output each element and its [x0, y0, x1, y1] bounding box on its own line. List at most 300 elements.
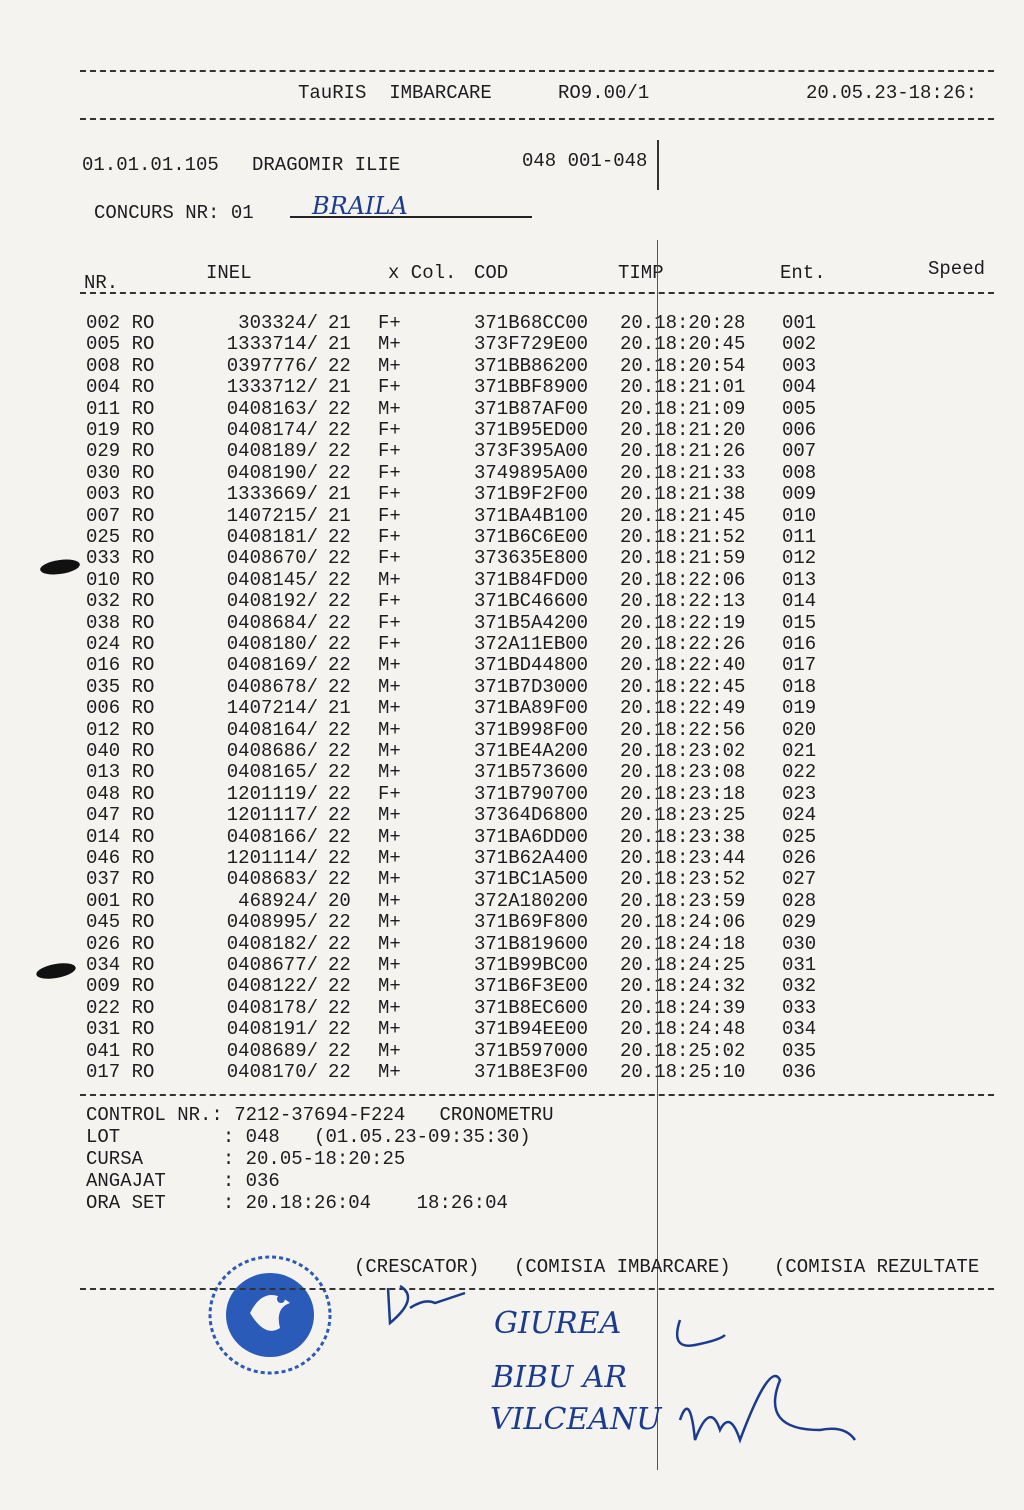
row-time: 20.18:20:54	[620, 354, 746, 377]
col-inel: INEL	[206, 262, 252, 284]
row-ent: 010	[782, 504, 817, 527]
row-year: 22	[328, 975, 351, 998]
row-ent: 035	[782, 1039, 817, 1062]
row-sex: F+	[378, 633, 401, 655]
row-inel: 0408689/	[226, 1039, 318, 1062]
row-ent: 026	[782, 847, 817, 869]
row-time: 20.18:23:18	[620, 782, 746, 805]
row-sex: F+	[378, 504, 401, 527]
table-row	[0, 547, 1024, 568]
row-year: 22	[328, 1061, 351, 1083]
lot: LOT : 048 (01.05.23-09:35:30)	[86, 1126, 531, 1148]
row-inel: 0408122/	[226, 975, 318, 998]
row-nr: 040 RO	[86, 740, 155, 762]
row-inel: 0408686/	[226, 740, 318, 762]
row-sex: M+	[378, 954, 401, 976]
table-row	[0, 868, 1024, 889]
row-inel: 0397776/	[226, 354, 318, 377]
row-year: 22	[328, 911, 351, 934]
federation-stamp	[205, 1253, 335, 1378]
row-inel: 1333669/	[226, 483, 318, 506]
row-inel: 1201114/	[226, 847, 318, 869]
row-inel: 0408670/	[226, 547, 318, 570]
row-inel: 1407214/	[226, 697, 318, 720]
table-row	[0, 911, 1024, 932]
row-inel: 0408189/	[226, 440, 318, 463]
row-ent: 019	[782, 697, 817, 720]
divider	[80, 1094, 994, 1096]
row-ent: 017	[782, 654, 817, 677]
row-sex: M+	[378, 675, 401, 698]
row-ent: 002	[782, 333, 817, 356]
row-nr: 013 RO	[86, 761, 155, 784]
row-sex: F+	[378, 483, 401, 506]
row-nr: 004 RO	[86, 376, 155, 399]
signature-name: GIUREA	[494, 1306, 622, 1341]
row-inel: 0408164/	[226, 718, 318, 741]
row-time: 20.18:22:13	[620, 590, 746, 613]
table-row	[0, 933, 1024, 954]
row-sex: M+	[378, 568, 401, 591]
row-nr: 032 RO	[86, 590, 155, 613]
row-year: 22	[328, 633, 351, 655]
row-nr: 035 RO	[86, 675, 155, 698]
row-cod: 371BD44800	[474, 654, 589, 677]
row-cod: 371B790700	[474, 782, 589, 805]
row-time: 20.18:23:59	[620, 889, 746, 912]
row-nr: 011 RO	[86, 397, 155, 420]
row-time: 20.18:23:02	[620, 740, 746, 762]
table-row	[0, 569, 1024, 590]
concurs-underline	[290, 216, 532, 218]
table-row	[0, 505, 1024, 526]
col-xcol: x Col.	[388, 262, 457, 284]
row-inel: 0408181/	[226, 526, 318, 548]
row-sex: M+	[378, 847, 401, 869]
row-year: 22	[328, 1039, 351, 1062]
table-row	[0, 975, 1024, 996]
row-time: 20.18:22:40	[620, 654, 746, 677]
row-cod: 371B998F00	[474, 718, 589, 741]
row-sex: F+	[378, 526, 401, 548]
row-time: 20.18:21:01	[620, 376, 746, 399]
row-nr: 016 RO	[86, 654, 155, 677]
row-nr: 046 RO	[86, 847, 155, 869]
row-sex: M+	[378, 654, 401, 677]
row-nr: 033 RO	[86, 547, 155, 570]
row-inel: 0408192/	[226, 590, 318, 613]
row-nr: 024 RO	[86, 633, 155, 655]
table-row	[0, 333, 1024, 354]
row-cod: 372A11EB00	[474, 633, 589, 655]
report-datetime: 20.05.23-18:26:	[806, 82, 978, 104]
row-time: 20.18:25:02	[620, 1039, 746, 1062]
table-row	[0, 804, 1024, 825]
row-time: 20.18:21:20	[620, 419, 746, 441]
row-year: 22	[328, 868, 351, 891]
row-ent: 009	[782, 483, 817, 506]
row-time: 20.18:21:45	[620, 504, 746, 527]
row-ent: 004	[782, 376, 817, 399]
row-nr: 003 RO	[86, 483, 155, 506]
row-sex: M+	[378, 333, 401, 356]
row-cod: 371B84FD00	[474, 568, 589, 591]
table-row	[0, 1018, 1024, 1039]
row-cod: 371BB86200	[474, 354, 589, 377]
row-inel: 0408174/	[226, 419, 318, 441]
row-cod: 3749895A00	[474, 461, 589, 484]
row-nr: 025 RO	[86, 526, 155, 548]
row-cod: 371B6F3E00	[474, 975, 589, 998]
row-year: 22	[328, 782, 351, 805]
concurs-place: BRAILA	[312, 192, 408, 220]
row-cod: 373635E800	[474, 547, 589, 570]
comisia-rezultate-label: (COMISIA REZULTATE	[774, 1256, 980, 1278]
row-cod: 371B573600	[474, 761, 589, 784]
signature-name: VILCEANU	[490, 1402, 662, 1437]
row-sex: M+	[378, 1061, 401, 1083]
row-cod: 371B9F2F00	[474, 483, 589, 506]
row-cod: 371B95ED00	[474, 419, 589, 441]
row-ent: 030	[782, 932, 817, 955]
row-ent: 034	[782, 1018, 817, 1041]
row-year: 21	[328, 333, 351, 356]
row-ent: 028	[782, 889, 817, 912]
col-nr: NR.	[84, 272, 119, 294]
row-ent: 031	[782, 954, 817, 976]
row-sex: M+	[378, 1018, 401, 1041]
divider	[80, 118, 994, 120]
row-cod: 371BA4B100	[474, 504, 589, 527]
row-cod: 373F395A00	[474, 440, 589, 463]
row-sex: M+	[378, 975, 401, 998]
row-ent: 015	[782, 611, 817, 634]
row-nr: 038 RO	[86, 611, 155, 634]
row-cod: 371B8E3F00	[474, 1061, 589, 1083]
col-ent: Ent.	[780, 262, 826, 284]
row-time: 20.18:22:45	[620, 675, 746, 698]
table-row	[0, 398, 1024, 419]
pen-mark	[657, 140, 659, 190]
row-inel: 0408170/	[226, 1061, 318, 1083]
row-cod: 371BC46600	[474, 590, 589, 613]
row-time: 20.18:24:32	[620, 975, 746, 998]
row-sex: M+	[378, 889, 401, 912]
row-sex: M+	[378, 932, 401, 955]
row-ent: 014	[782, 590, 817, 613]
row-inel: 0408180/	[226, 633, 318, 655]
row-sex: M+	[378, 868, 401, 891]
row-nr: 037 RO	[86, 868, 155, 891]
row-nr: 001 RO	[86, 889, 155, 912]
row-ent: 008	[782, 461, 817, 484]
concurs-label: CONCURS NR: 01	[94, 202, 254, 224]
row-sex: M+	[378, 397, 401, 420]
row-ent: 036	[782, 1061, 817, 1083]
row-nr: 002 RO	[86, 312, 155, 334]
row-time: 20.18:20:28	[620, 312, 746, 334]
row-nr: 031 RO	[86, 1018, 155, 1041]
divider	[80, 70, 994, 72]
row-cod: 372A180200	[474, 889, 589, 912]
row-inel: 0408165/	[226, 761, 318, 784]
row-year: 22	[328, 547, 351, 570]
table-row	[0, 612, 1024, 633]
table-row	[0, 590, 1024, 611]
row-cod: 371B7D3000	[474, 675, 589, 698]
table-row	[0, 826, 1024, 847]
row-cod: 371B5A4200	[474, 611, 589, 634]
row-ent: 020	[782, 718, 817, 741]
col-speed: Speed	[928, 258, 986, 280]
crescator-signature	[380, 1278, 470, 1328]
row-year: 22	[328, 996, 351, 1019]
col-timp: TIMP	[618, 262, 664, 284]
row-sex: F+	[378, 376, 401, 399]
row-year: 22	[328, 354, 351, 377]
row-year: 21	[328, 504, 351, 527]
row-cod: 371B68CC00	[474, 312, 589, 334]
row-cod: 371BA89F00	[474, 697, 589, 720]
table-row	[0, 847, 1024, 868]
row-year: 21	[328, 312, 351, 334]
row-cod: 371B69F800	[474, 911, 589, 934]
row-time: 20.18:21:26	[620, 440, 746, 463]
row-nr: 017 RO	[86, 1061, 155, 1083]
row-time: 20.18:24:18	[620, 932, 746, 955]
owner-range: 048 001-048	[522, 150, 648, 172]
row-sex: M+	[378, 804, 401, 827]
row-time: 20.18:22:06	[620, 568, 746, 591]
row-ent: 022	[782, 761, 817, 784]
row-sex: M+	[378, 911, 401, 934]
owner-id: 01.01.01.105	[82, 154, 219, 176]
row-year: 21	[328, 483, 351, 506]
table-row	[0, 355, 1024, 376]
ora-set: ORA SET : 20.18:26:04 18:26:04	[86, 1192, 508, 1214]
row-inel: 0408190/	[226, 461, 318, 484]
row-sex: M+	[378, 1039, 401, 1062]
row-nr: 048 RO	[86, 782, 155, 805]
angajat: ANGAJAT : 036	[86, 1170, 280, 1192]
row-nr: 007 RO	[86, 504, 155, 527]
row-nr: 019 RO	[86, 419, 155, 441]
row-cod: 371B94EE00	[474, 1018, 589, 1041]
row-ent: 011	[782, 526, 817, 548]
row-inel: 0408684/	[226, 611, 318, 634]
row-sex: F+	[378, 419, 401, 441]
row-nr: 047 RO	[86, 804, 155, 827]
row-cod: 371B819600	[474, 932, 589, 955]
row-time: 20.18:24:06	[620, 911, 746, 934]
row-inel: 0408169/	[226, 654, 318, 677]
row-ent: 023	[782, 782, 817, 805]
row-inel: 0408145/	[226, 568, 318, 591]
table-row	[0, 761, 1024, 782]
row-inel: 0408191/	[226, 1018, 318, 1041]
row-cod: 371BC1A500	[474, 868, 589, 891]
row-ent: 005	[782, 397, 817, 420]
row-year: 20	[328, 889, 351, 912]
row-year: 22	[328, 568, 351, 591]
report-code: RO9.00/1	[558, 82, 650, 104]
row-time: 20.18:25:10	[620, 1061, 746, 1083]
row-year: 21	[328, 697, 351, 720]
row-time: 20.18:23:52	[620, 868, 746, 891]
row-ent: 024	[782, 804, 817, 827]
row-year: 22	[328, 954, 351, 976]
row-nr: 014 RO	[86, 825, 155, 848]
table-row	[0, 633, 1024, 654]
row-sex: F+	[378, 440, 401, 463]
row-ent: 018	[782, 675, 817, 698]
divider	[80, 1288, 994, 1290]
row-year: 22	[328, 461, 351, 484]
row-year: 22	[328, 419, 351, 441]
signature-name: BIBU AR	[492, 1360, 628, 1395]
row-ent: 029	[782, 911, 817, 934]
row-year: 22	[328, 654, 351, 677]
row-year: 22	[328, 397, 351, 420]
control-nr: CONTROL NR.: 7212-37694-F224 CRONOMETRU	[86, 1104, 554, 1126]
table-row	[0, 954, 1024, 975]
row-cod: 371B87AF00	[474, 397, 589, 420]
table-row	[0, 312, 1024, 333]
table-row	[0, 376, 1024, 397]
row-nr: 008 RO	[86, 354, 155, 377]
row-time: 20.18:21:38	[620, 483, 746, 506]
row-inel: 1407215/	[226, 504, 318, 527]
table-row	[0, 462, 1024, 483]
table-row	[0, 654, 1024, 675]
crescator-label: (CRESCATOR)	[354, 1256, 480, 1278]
row-nr: 030 RO	[86, 461, 155, 484]
row-ent: 032	[782, 975, 817, 998]
row-sex: M+	[378, 354, 401, 377]
row-ent: 001	[782, 312, 817, 334]
row-inel: 0408163/	[226, 397, 318, 420]
row-cod: 371B6C6E00	[474, 526, 589, 548]
table-row	[0, 419, 1024, 440]
row-year: 22	[328, 611, 351, 634]
row-cod: 371BA6DD00	[474, 825, 589, 848]
row-sex: F+	[378, 611, 401, 634]
row-cod: 371B62A400	[474, 847, 589, 869]
row-year: 22	[328, 1018, 351, 1041]
row-sex: F+	[378, 547, 401, 570]
owner-name: DRAGOMIR ILIE	[252, 154, 401, 176]
row-nr: 022 RO	[86, 996, 155, 1019]
row-sex: M+	[378, 740, 401, 762]
row-year: 22	[328, 526, 351, 548]
table-row	[0, 526, 1024, 547]
row-cod: 37364D6800	[474, 804, 589, 827]
row-inel: 0408678/	[226, 675, 318, 698]
row-year: 22	[328, 761, 351, 784]
row-sex: M+	[378, 825, 401, 848]
row-nr: 041 RO	[86, 1039, 155, 1062]
commission-signatures	[670, 1300, 860, 1470]
row-ent: 033	[782, 996, 817, 1019]
comisia-imbarcare-label: (COMISIA IMBARCARE)	[514, 1256, 731, 1278]
row-inel: 0408683/	[226, 868, 318, 891]
row-inel: 0408178/	[226, 996, 318, 1019]
row-nr: 009 RO	[86, 975, 155, 998]
row-time: 20.18:24:39	[620, 996, 746, 1019]
row-time: 20.18:23:25	[620, 804, 746, 827]
row-time: 20.18:23:08	[620, 761, 746, 784]
row-cod: 373F729E00	[474, 333, 589, 356]
row-nr: 012 RO	[86, 718, 155, 741]
row-cod: 371B8EC600	[474, 996, 589, 1019]
row-cod: 371B597000	[474, 1039, 589, 1062]
row-year: 22	[328, 932, 351, 955]
row-inel: 0408182/	[226, 932, 318, 955]
divider	[80, 292, 994, 294]
row-time: 20.18:20:45	[620, 333, 746, 356]
col-cod: COD	[474, 262, 509, 284]
row-time: 20.18:22:19	[620, 611, 746, 634]
row-time: 20.18:23:38	[620, 825, 746, 848]
row-sex: M+	[378, 761, 401, 784]
row-time: 20.18:22:49	[620, 697, 746, 720]
row-ent: 003	[782, 354, 817, 377]
row-time: 20.18:21:33	[620, 461, 746, 484]
row-year: 22	[328, 440, 351, 463]
report-title: TauRIS IMBARCARE	[298, 82, 492, 104]
table-row	[0, 483, 1024, 504]
row-cod: 371BBF8900	[474, 376, 589, 399]
row-year: 22	[328, 675, 351, 698]
row-sex: M+	[378, 718, 401, 741]
table-row	[0, 440, 1024, 461]
row-year: 22	[328, 804, 351, 827]
table-row	[0, 997, 1024, 1018]
row-year: 22	[328, 590, 351, 613]
row-time: 20.18:23:44	[620, 847, 746, 869]
row-nr: 029 RO	[86, 440, 155, 463]
row-cod: 371B99BC00	[474, 954, 589, 976]
row-inel: 1333714/	[226, 333, 318, 356]
row-sex: F+	[378, 461, 401, 484]
row-time: 20.18:24:48	[620, 1018, 746, 1041]
row-inel: 0408166/	[226, 825, 318, 848]
row-inel: 303324/	[238, 312, 318, 334]
row-ent: 021	[782, 740, 817, 762]
row-sex: F+	[378, 782, 401, 805]
row-nr: 006 RO	[86, 697, 155, 720]
row-ent: 025	[782, 825, 817, 848]
table-row	[0, 740, 1024, 761]
fold-line	[657, 240, 658, 1470]
row-inel: 1333712/	[226, 376, 318, 399]
row-ent: 027	[782, 868, 817, 891]
row-nr: 010 RO	[86, 568, 155, 591]
row-ent: 007	[782, 440, 817, 463]
row-inel: 0408677/	[226, 954, 318, 976]
row-inel: 0408995/	[226, 911, 318, 934]
table-row	[0, 697, 1024, 718]
table-row	[0, 1040, 1024, 1061]
row-year: 22	[328, 740, 351, 762]
table-row	[0, 890, 1024, 911]
row-nr: 045 RO	[86, 911, 155, 934]
row-year: 22	[328, 847, 351, 869]
row-inel: 1201119/	[226, 782, 318, 805]
table-row	[0, 783, 1024, 804]
row-sex: M+	[378, 996, 401, 1019]
row-nr: 026 RO	[86, 932, 155, 955]
